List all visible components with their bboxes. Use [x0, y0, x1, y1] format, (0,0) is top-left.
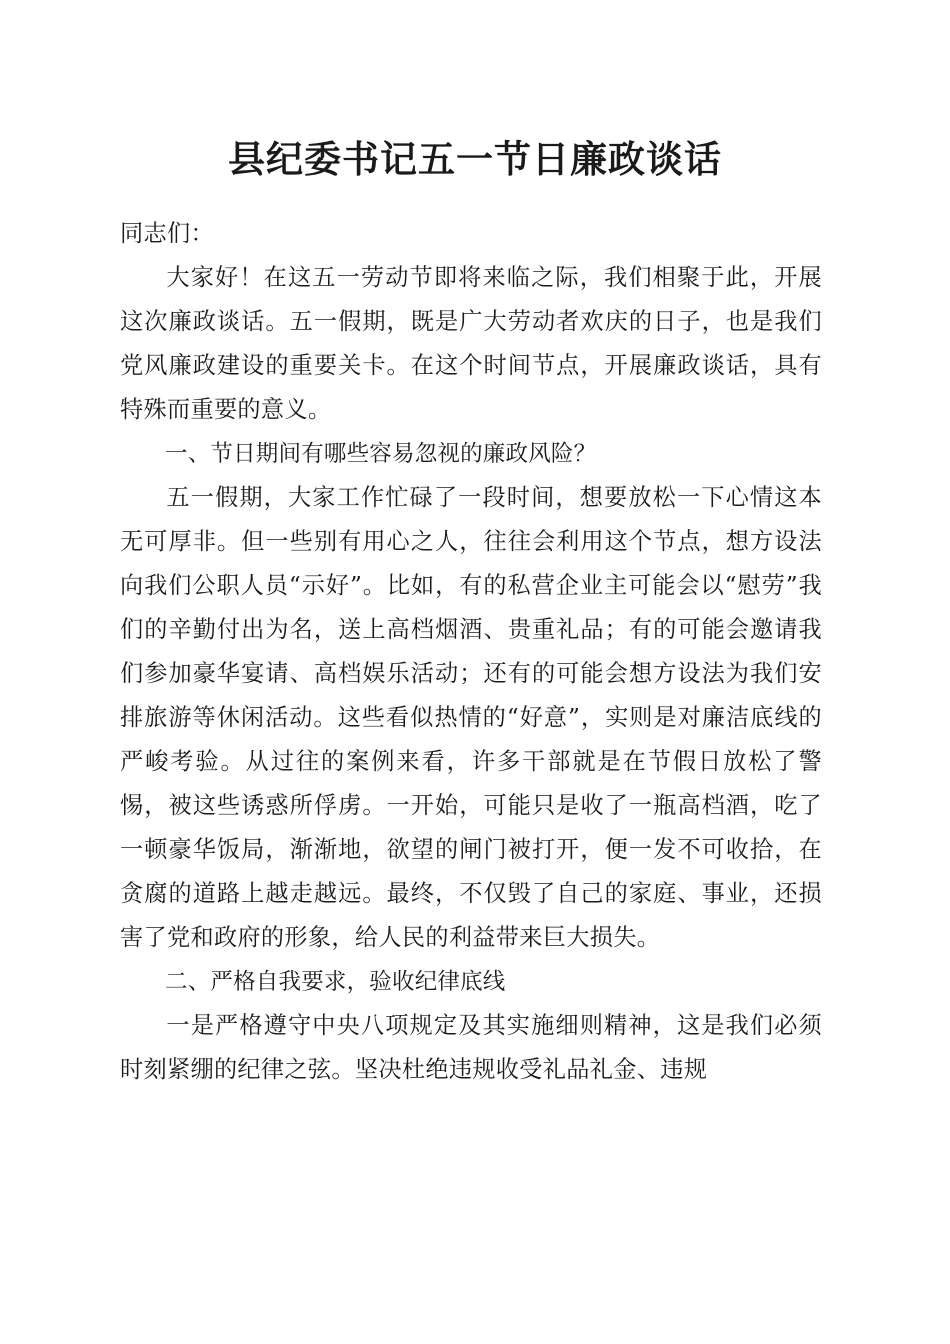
- section-heading-one: 一、节日期间有哪些容易忽视的廉政风险？: [165, 441, 597, 467]
- intro-paragraph: 大家好！在这五一劳动节即将来临之际，我们相聚于此，开展这次廉政谈话。五一假期，既是广大劳动者欢庆的日子，也是我们党风廉政建设的重要关卡。在这个时间节点，开展廉政谈话，具有特殊而重要的意义。: [120, 264, 822, 423]
- document-title: 县纪委书记五一节日廉政谈话: [228, 137, 722, 181]
- section-heading-two: 二、严格自我要求，验收纪律底线: [165, 969, 506, 995]
- salutation: 同志们：: [120, 220, 214, 247]
- risk-paragraph: 五一假期，大家工作忙碌了一段时间，想要放松一下心情这本无可厚非。但一些别有用心之人，往往会利用这个节点，想方设法向我们公职人员“示好”。比如，有的私营企业主可能会以“慰劳”我们的辛勤付出为名，送上高档烟酒、贵重礼品；有的可能会邀请我们参加豪华宴请、高档娱乐活动；还有的可能会想方设法为我们安排旅游等休闲活动。这些看似热情的“好意”，实则是对廉洁底线的严峻考验。从过往的案例来看，许多干部就是在节假日放松了警惕，被这些诱惑所俘虏。一开始，可能只是收了一瓶高档酒，吃了一顿豪华饭局，渐渐地，欲望的闸门被打开，便一发不可收拾，在贪腐的道路上越走越远。最终，不仅毁了自己的家庭、事业，还损害了党和政府的形象，给人民的利益带来巨大损失。: [120, 484, 822, 951]
- rule-one-paragraph: 一是严格遵守中央八项规定及其实施细则精神，这是我们必须时刻紧绷的纪律之弦。坚决杜绝违规收受礼品礼金、违规: [120, 1012, 822, 1083]
- document-body: [120, 212, 822, 1092]
